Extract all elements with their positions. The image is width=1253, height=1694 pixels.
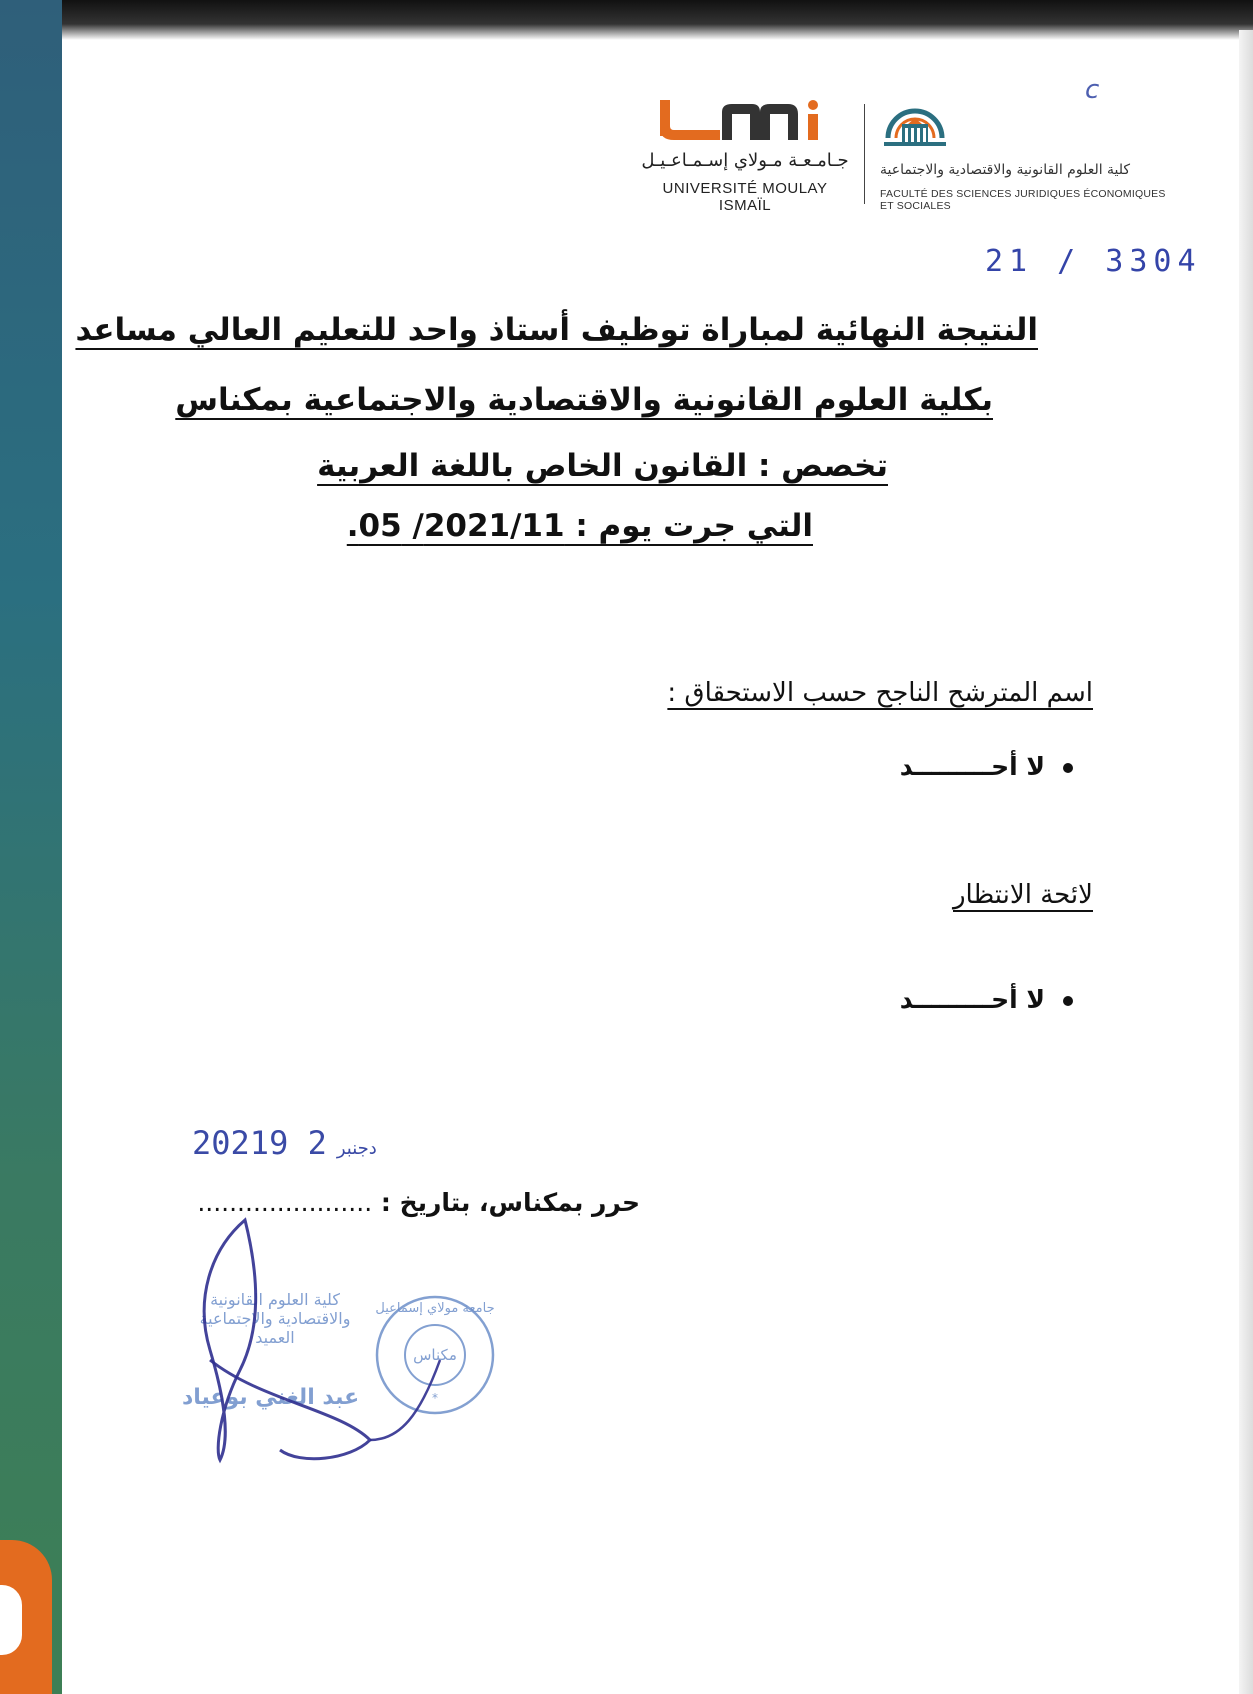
title-line-4: التي جرت يوم : 2021/11/ 05.	[346, 508, 813, 544]
bullet-icon	[1063, 763, 1073, 773]
bullet-icon	[1063, 996, 1073, 1006]
dean-seal-line-1: كلية العلوم القانونية	[210, 1290, 340, 1309]
waiting-list-value	[900, 985, 1073, 1014]
signed-at-dots: ......................	[197, 1188, 373, 1217]
umi-wordmark-icon	[660, 100, 840, 144]
letterhead-orange-cutout	[0, 1585, 22, 1655]
faculty-french-name: FACULTÉ DES SCIENCES JURIDIQUES ÉCONOMIQUES ET SOCIALES	[880, 188, 1166, 212]
letterhead-side-band	[0, 0, 62, 1694]
successful-candidate-heading: اسم المترشح الناجح حسب الاستحقاق :	[667, 678, 1093, 708]
date-stamp-day: 2 9	[269, 1124, 327, 1162]
faculty-arabic-name: كلية العلوم القانونية والاقتصادية والاجتماعية	[880, 162, 1131, 178]
umi-logo	[640, 100, 850, 214]
umi-arabic-name: جـامـعـة مـولاي إسـمـاعـيـل	[641, 150, 849, 171]
waiting-list-heading: لائحة الانتظار	[953, 880, 1093, 910]
scan-right-edge	[1239, 30, 1253, 1694]
header-divider	[864, 104, 865, 204]
title-line-3: تخصص : القانون الخاص باللغة العربية	[317, 448, 888, 484]
signed-at-label: حرر بمكناس، بتاريخ :	[380, 1188, 640, 1217]
title-line-2: بكلية العلوم القانونية والاقتصادية والاجتماعية بمكناس	[175, 382, 993, 418]
dean-seal-line-3: العميد	[255, 1328, 295, 1347]
title-line-1: النتيجة النهائية لمباراة توظيف أستاذ واحد للتعليم العالي مساعد	[75, 312, 1038, 348]
dean-seal-name: عبد الغني بوعياد	[182, 1385, 360, 1410]
scan-top-edge	[0, 0, 1253, 40]
date-stamp-year: 2021	[192, 1124, 270, 1162]
dean-seal-line-2: والاقتصادية والاجتماعية	[199, 1309, 351, 1328]
waiting-value-text: لا أحـــــــــد	[899, 985, 1045, 1014]
handwritten-signature	[170, 1210, 550, 1470]
date-stamp	[192, 1124, 387, 1162]
umi-french-name: UNIVERSITÉ MOULAY ISMAÏL	[662, 180, 828, 214]
round-seal-ring-text: جامعة مولاي إسماعيل	[375, 1301, 495, 1316]
candidate-value-text: لا أحـــــــــد	[899, 752, 1045, 781]
faculty-logo	[880, 98, 1190, 212]
round-seal-center-text: مكناس	[413, 1346, 457, 1364]
faculty-building-icon	[880, 98, 950, 158]
successful-candidate-value	[900, 752, 1073, 781]
svg-text:*: *	[432, 1391, 438, 1405]
handwritten-mark: c	[1085, 75, 1100, 105]
reference-number-stamp: 21 / 3304	[985, 244, 1202, 279]
date-stamp-month: دجنبر	[336, 1138, 377, 1159]
